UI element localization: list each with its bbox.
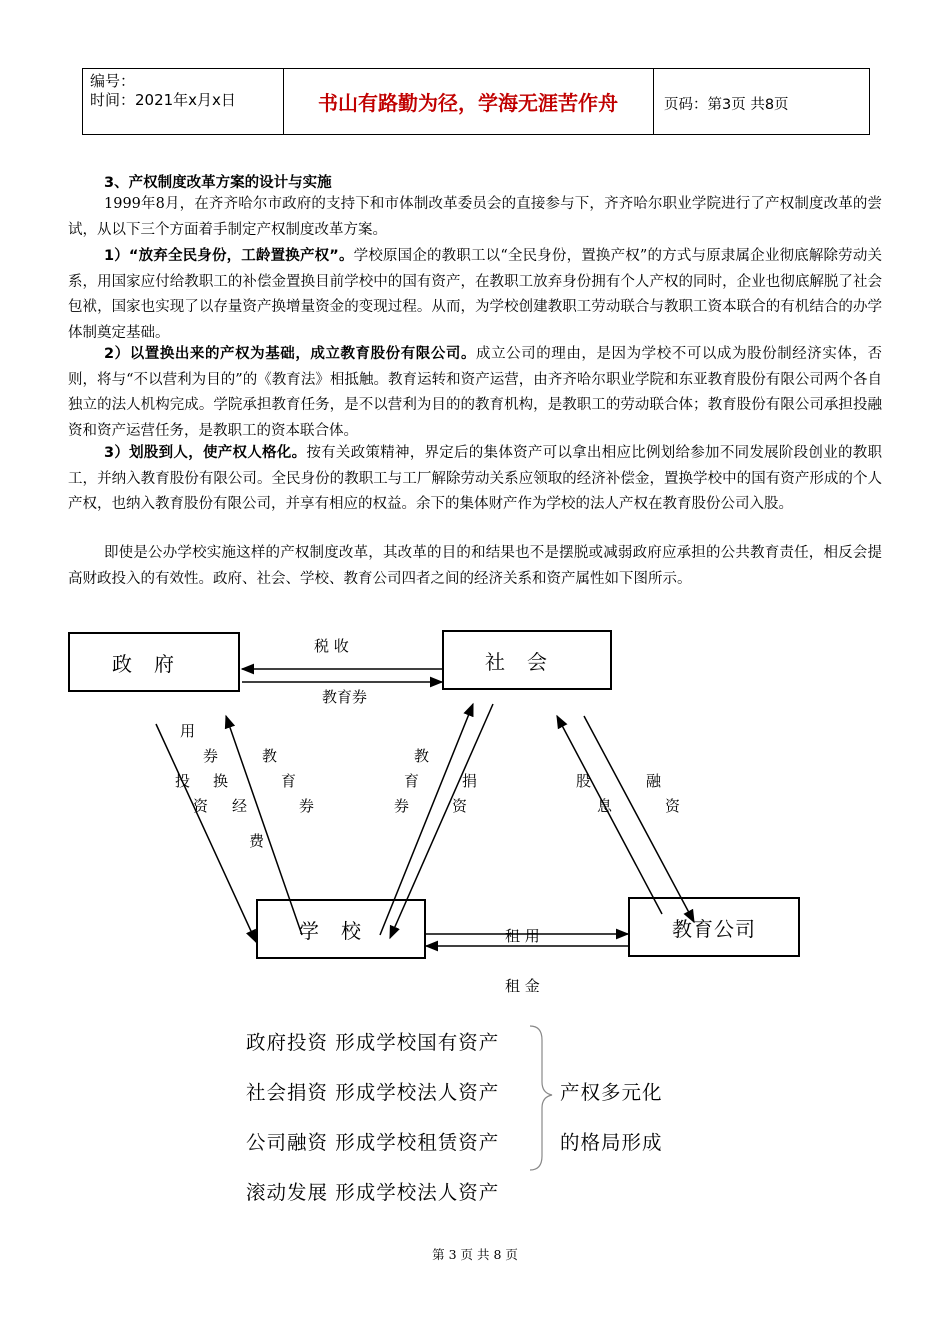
company-box: [628, 897, 800, 957]
tax-label: 税 收: [314, 637, 349, 655]
label-zi-right: 资: [665, 797, 681, 815]
label-jiao-left: 教: [262, 747, 278, 765]
label-xi: 息: [597, 797, 613, 815]
header-motto: 书山有路勤为径，学海无涯苦作舟: [318, 90, 618, 115]
label-quan-left: 券: [299, 797, 315, 815]
paragraph-4: 即使是公办学校实施这样的产权制度改革，其改革的目的和结果也不是摆脱或减弱政府应承担的公共教育责任，相反会提高财政投入的有效性。政府、社会、学校、教育公司四者之间的经济关系和资产属性如下图所示。: [68, 545, 882, 587]
voucher-label: 教育券: [322, 688, 368, 706]
paragraph-3-lead: 3）划股到人，使产权人格化。: [104, 445, 307, 461]
label-yu-left: 育: [281, 772, 297, 790]
paragraph-2-body: 成立公司的理由，是因为学校不可以成为股份制经济实体，否则，将与“不以营利为目的”的《教育法》相抵触。教育运转和资产运营，由齐齐哈尔职业学院和东亚教育股份有限公司两个各自独立的法人机构完成。学院承担教育任务，是不以营利为目的的教育机构，是教职工的劳动联合体；教育股份有限公司承担投融资和资产运营任务，是教职工的资本联合体。: [68, 346, 882, 439]
paragraph-1-lead: 1）“放弃全民身份，工龄置换产权”。: [104, 248, 354, 264]
paragraph-2-lead: 2）以置换出来的产权为基础，成立教育股份有限公司。: [104, 346, 477, 362]
label-fei: 费: [249, 832, 265, 850]
intro-paragraph: 1999年8月，在齐齐哈尔市政府的支持下和市体制改革委员会的直接参与下，齐齐哈尔职业学院进行了产权制度改革的尝试，从以下三个方面着手制定产权制度改革方案。: [68, 196, 882, 238]
society-box: [442, 630, 612, 690]
finance-arrow: [584, 716, 694, 922]
header-page: 页码：第3页 共8页: [664, 97, 789, 113]
label-tou: 投: [175, 772, 191, 790]
school-label: 学校: [299, 918, 383, 943]
summary-result-1: 产权多元化: [560, 1081, 663, 1104]
label-gu: 股: [576, 772, 592, 790]
label-quan-right: 券: [394, 797, 410, 815]
summary-brace: [530, 1026, 552, 1170]
summary-row-1: 政府投资 形成学校国有资产: [246, 1031, 500, 1054]
rent-fee-label: 租 金: [505, 977, 540, 995]
gov-label: 政府: [112, 651, 196, 676]
label-huan: 换: [213, 772, 229, 790]
section-title: 3、产权制度改革方案的设计与实施: [104, 175, 332, 191]
label-jing: 经: [232, 797, 248, 815]
paragraph-3-body: 按有关政策精神，界定后的集体资产可以拿出相应比例划给参加不同发展阶段创业的教职工，并纳入教育股份有限公司。全民身份的教职工与工厂解除劳动关系应领取的经济补偿金，置换学校中的国有资产形成的个人产权，也纳入教育股份有限公司，并享有相应的权益。余下的集体财产作为学校的法人产权在教育股份公司入股。: [68, 445, 883, 512]
label-zi-left: 资: [193, 797, 209, 815]
summary-row-3: 公司融资 形成学校租赁资产: [246, 1131, 500, 1154]
school-box: [256, 899, 426, 959]
rent-use-label: 租 用: [505, 927, 540, 945]
summary-result-2: 的格局形成: [560, 1131, 663, 1154]
summary-row-2: 社会捐资 形成学校法人资产: [246, 1081, 500, 1104]
label-yong: 用: [180, 722, 196, 740]
label-yu-right: 育: [404, 772, 420, 790]
company-label: 教育公司: [672, 916, 756, 941]
label-quan: 券: [203, 747, 219, 765]
label-zi-mid: 资: [452, 797, 468, 815]
gov-box: [68, 632, 240, 692]
page-footer: 第 3 页 共 8 页: [432, 1247, 518, 1262]
header-number: 编号：: [90, 72, 136, 90]
paragraph-1-body: 学校原国企的教职工以“全民身份，置换产权”的方式与原隶属企业彻底解除劳动关系，用国家应付给教职工的补偿金置换目前学校中的国有资产，在教职工放弃身份拥有个人产权的同时，企业也彻底解脱了社会包袱，国家也实现了以存量资产换增量资金的变现过程。从而，为学校创建教职工劳动联合与教职工资本联合的有机结合的办学体制奠定基础。: [68, 248, 882, 341]
label-juan: 捐: [462, 772, 478, 790]
label-jiao-right: 教: [414, 747, 430, 765]
society-label: 社会: [485, 649, 569, 674]
summary-row-4: 滚动发展 形成学校法人资产: [246, 1181, 500, 1204]
header-time: 时间：2021年x月x日: [90, 91, 236, 109]
label-rong: 融: [646, 772, 662, 790]
